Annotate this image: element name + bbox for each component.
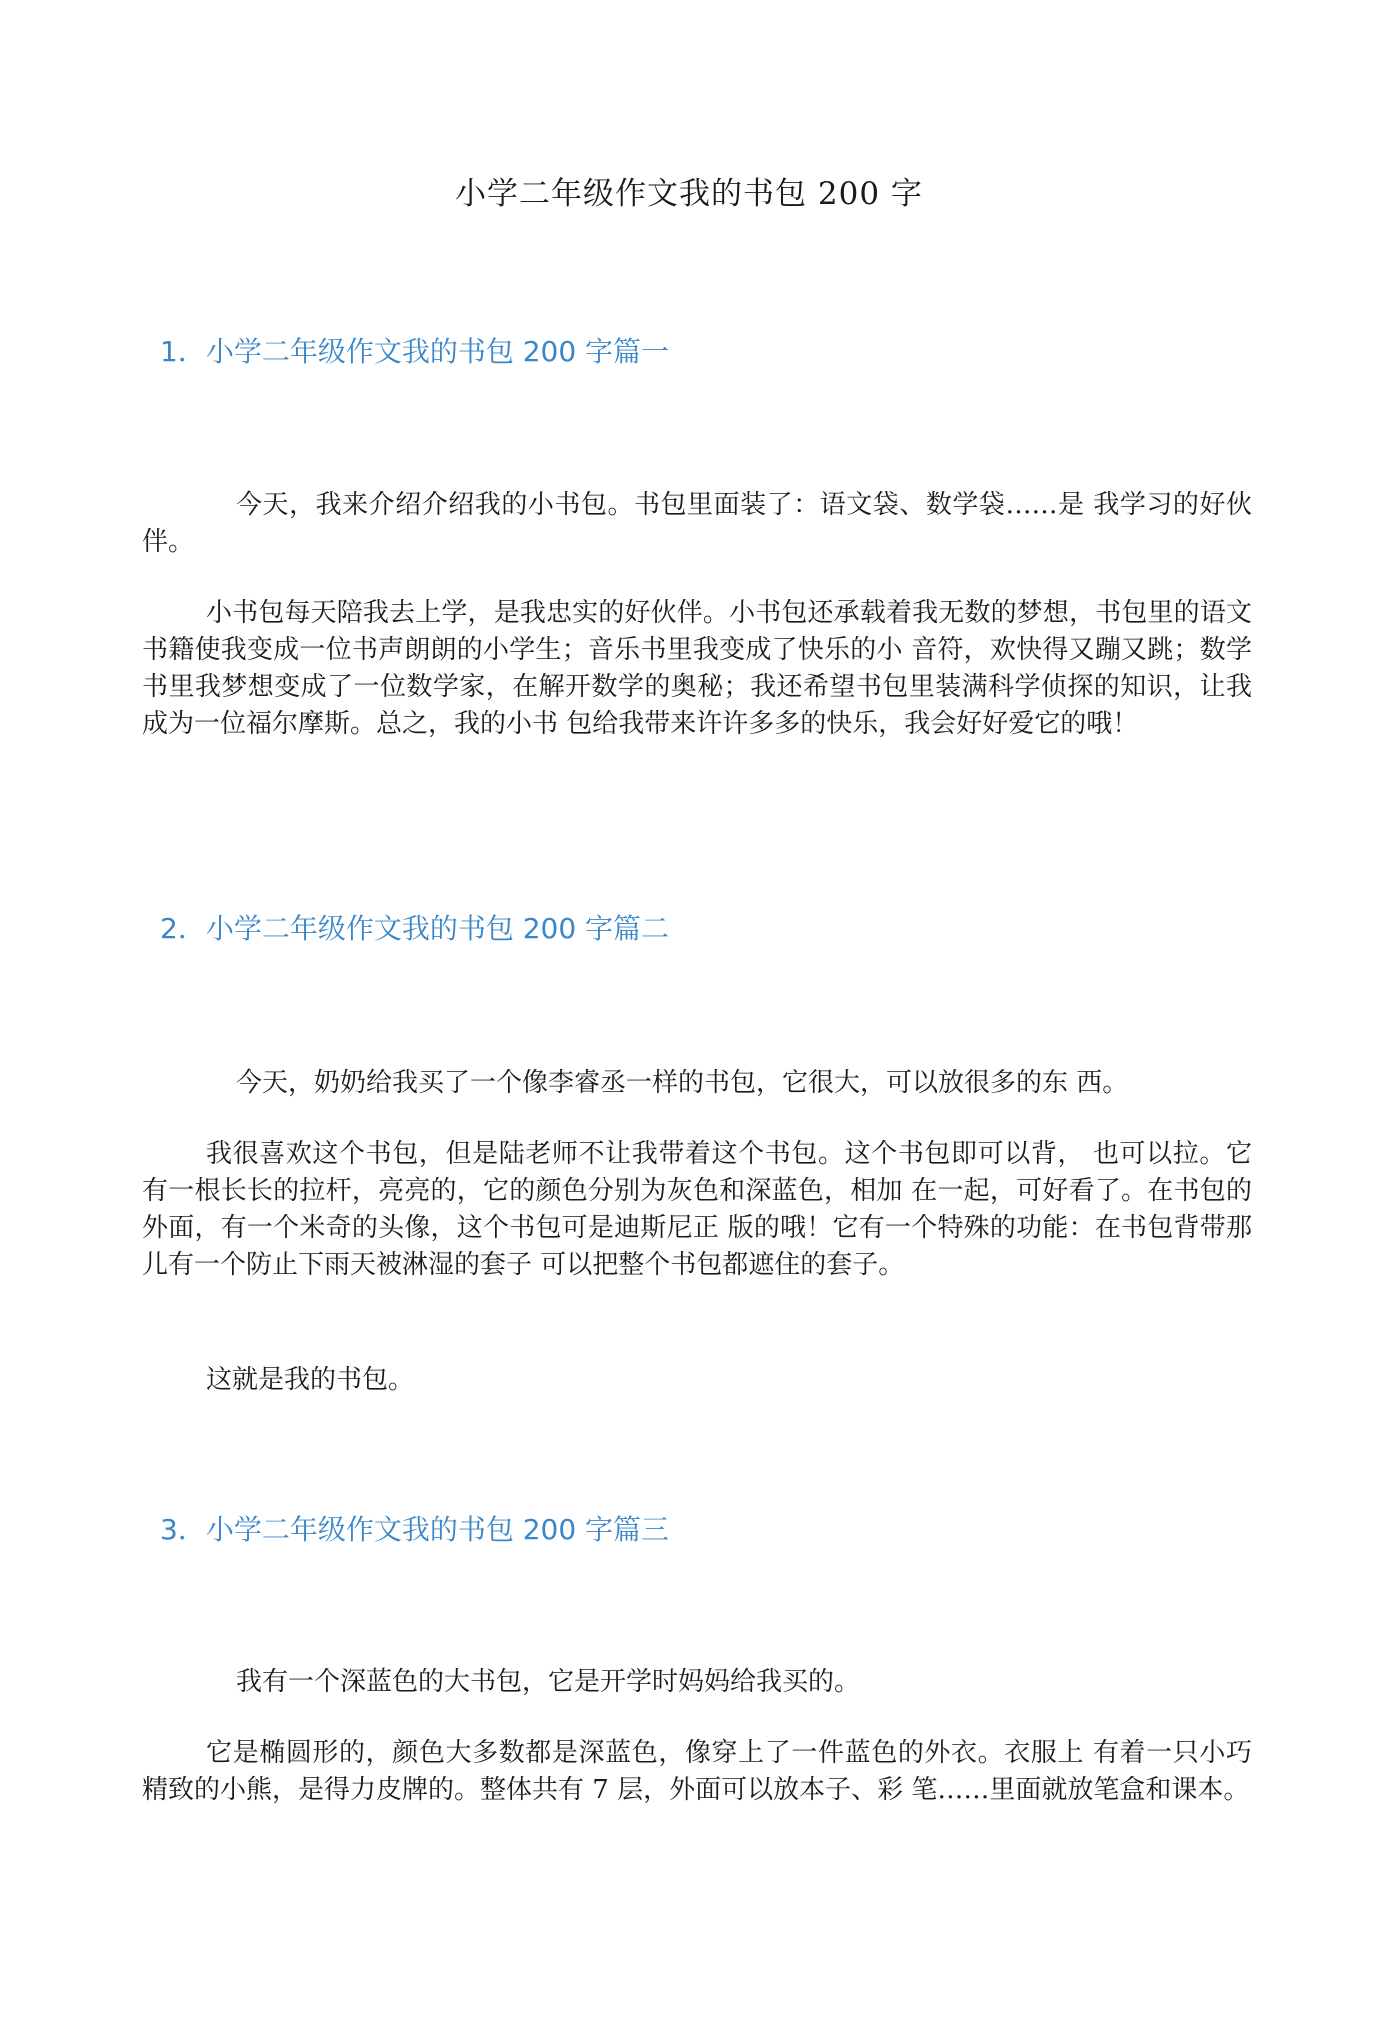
paragraph: 这就是我的书包。 bbox=[206, 1365, 415, 1395]
paragraph: 它是椭圆形的，颜色大多数都是深蓝色，像穿上了一件蓝色的外衣。衣服上 有着一只小巧精致的小熊，是得力皮牌的。整体共有 7 层，外面可以放本子、彩 笔……里面就放笔盒和课本。 bbox=[142, 1738, 1252, 1805]
paragraph: 小书包每天陪我去上学，是我忠实的好伙伴。小书包还承载着我无数的梦想，书包里的语文书籍使我变成一位书声朗朗的小学生；音乐书里我变成了快乐的小 音符，欢快得又蹦又跳；数学书里我梦想变成了一位数学家，在解开数学的奥秘；我还希望书包里装满科学侦探的知识，让我成为一位福尔摩斯。总之，我的小书 包给我带来许许多多的快乐，我会好好爱它的哦！ bbox=[142, 598, 1252, 739]
paragraph: 今天，我来介绍介绍我的小书包。书包里面装了：语文袋、数学袋……是 我学习的好伙伴。 bbox=[142, 490, 1252, 557]
page-title: 小学二年级作文我的书包 200 字 bbox=[455, 176, 923, 212]
section-heading: 1．小学二年级作文我的书包 200 字篇一 bbox=[160, 335, 670, 368]
paragraph: 我很喜欢这个书包，但是陆老师不让我带着这个书包。这个书包即可以背， 也可以拉。它有一根长长的拉杆，亮亮的，它的颜色分别为灰色和深蓝色，相加 在一起，可好看了。在书包的外面，有一个米奇的头像，这个书包可是迪斯尼正 版的哦！它有一个特殊的功能：在书包背带那儿有一个防止下雨天被淋湿的套子 可以把整个书包都遮住的套子。 bbox=[142, 1139, 1252, 1280]
paragraph: 今天，奶奶给我买了一个像李睿丞一样的书包，它很大，可以放很多的东 西。 bbox=[236, 1068, 1129, 1098]
paragraph: 我有一个深蓝色的大书包，它是开学时妈妈给我买的。 bbox=[236, 1667, 861, 1697]
section-heading: 2．小学二年级作文我的书包 200 字篇二 bbox=[160, 912, 670, 945]
section-heading: 3．小学二年级作文我的书包 200 字篇三 bbox=[160, 1513, 670, 1546]
